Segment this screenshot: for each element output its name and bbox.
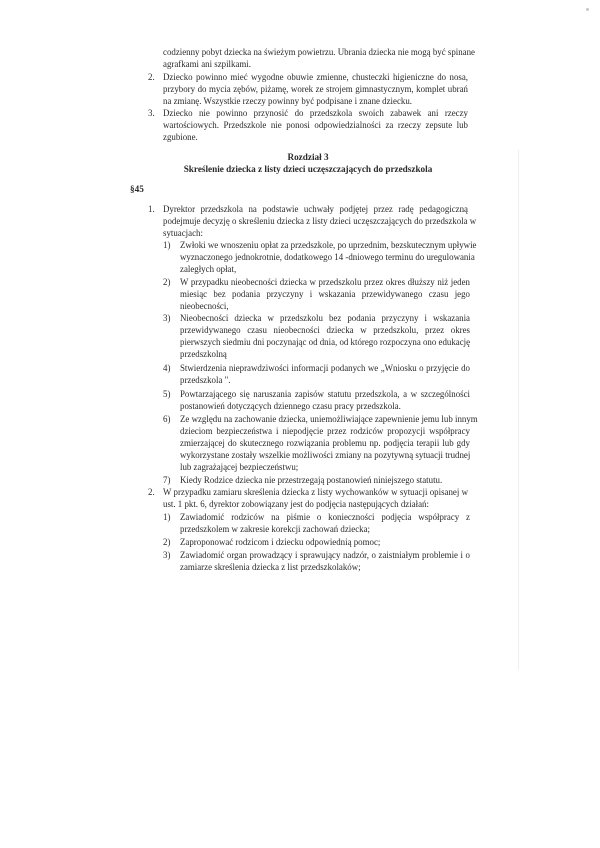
- subitem-line: postanowień dotyczących dziennego czasu pracy przedszkola.: [180, 401, 401, 411]
- subitem-number: 2): [163, 277, 171, 287]
- subitem-line: lub zagrażającej bezpieczeństwu;: [180, 462, 299, 472]
- subitem-line: Powtarzającego się naruszania zapisów statutu przedszkola, a w szczególności: [180, 389, 470, 399]
- subitem-line: przedszkolną: [180, 349, 227, 359]
- point-number: 1.: [148, 204, 155, 214]
- subitem-number: 6): [163, 414, 171, 424]
- subitem-line: W przypadku nieobecności dziecka w przedszkolu przez okres dłuższy niż jeden: [180, 277, 470, 287]
- subitem-line: nieobecności,: [180, 301, 229, 311]
- subitem-line: przedszkola ".: [180, 375, 231, 385]
- subitem-number: 1): [163, 512, 171, 522]
- subitem-line: Stwierdzenia nieprawdziwości informacji podanych we „Wniosku o przyjęcie do: [180, 363, 470, 373]
- subitem-line: Zawiadomić rodziców na piśmie o konieczności podjęcia współpracy z: [180, 512, 470, 522]
- list-item-line: wartościowych. Przedszkole nie ponosi odpowiedzialności za rzeczy zepsute lub: [163, 120, 468, 130]
- list-item-line: Dziecko nie powinno przynosić do przedszkola swoich zabawek ani rzeczy: [163, 108, 468, 118]
- list-item-line: Dziecko powinno mieć wygodne obuwie zmienne, chusteczki higieniczne do nosa,: [163, 72, 468, 82]
- list-item-line: przybory do mycia zębów, piżamę, worek ze strojem gimnastycznym, komplet ubrań: [163, 84, 468, 94]
- subitem-line: dzieciom bezpieczeństwa i niepodjęcie przez rodziców propozycji współpracy: [180, 426, 470, 436]
- point-line: Dyrektor przedszkola na podstawie uchwały podjętej przez radę pedagogiczną: [163, 204, 468, 214]
- subitem-number: 3): [163, 313, 171, 323]
- subitem-line: zaległych opłat,: [180, 264, 237, 274]
- subitem-line: Zaproponować rodzicom i dziecku odpowiednią pomoc;: [180, 537, 381, 547]
- list-item-line: zgubione.: [163, 132, 198, 142]
- point-line: sytuacjach:: [163, 228, 203, 238]
- subitem-line: miesiąc bez podania przyczyny i wskazania przewidywanego czasu jego: [180, 289, 470, 299]
- point-line: ust. 1 pkt. 6, dyrektor zobowiązany jest do podjęcia następujących działań:: [163, 499, 429, 509]
- list-number: 2.: [148, 72, 155, 82]
- subitem-line: zamiarze skreślenia dziecka z list przedszkolaków;: [180, 562, 361, 572]
- intro-line: codzienny pobyt dziecka na świeżym powietrzu. Ubrania dziecka nie mogą być spinane: [163, 47, 475, 57]
- subitem-line: Kiedy Rodzice dziecka nie przestrzegają postanowień niniejszego statutu.: [180, 475, 443, 485]
- page-fold-shadow: [518, 150, 519, 670]
- subitem-line: wyznaczonego jednokrotnie, dodatkowego 14 -dniowego terminu do uregulowania: [180, 252, 475, 262]
- list-number: 3.: [148, 108, 155, 118]
- subitem-number: 1): [163, 240, 171, 250]
- point-number: 2.: [148, 487, 155, 497]
- subitem-number: 5): [163, 389, 171, 399]
- point-line: W przypadku zamiaru skreślenia dziecka z listy wychowanków w sytuacji opisanej w: [163, 487, 468, 497]
- subitem-line: Nieobecności dziecka w przedszkolu bez podania przyczyny i wskazania: [180, 313, 470, 323]
- subitem-number: 2): [163, 537, 171, 547]
- subitem-line: Ze względu na zachowanie dziecka, uniemożliwiające zapewnienie jemu lub innym: [180, 414, 478, 424]
- scan-speck: [586, 8, 589, 11]
- subitem-line: przedszkolem w zakresie korekcji zachowań dziecka;: [180, 524, 370, 534]
- subitem-line: pierwszych siedmiu dni poczynając od dnia, od którego rozpoczyna ono edukację: [180, 337, 471, 347]
- section-mark: §45: [130, 184, 144, 194]
- subitem-number: 3): [163, 550, 171, 560]
- subitem-number: 7): [163, 475, 171, 485]
- subitem-line: Zawiadomić organ prowadzący i sprawujący nadzór, o zaistniałym problemie i o: [180, 550, 470, 560]
- point-line: podejmuje decyzję o skreśleniu dziecka z listy dzieci uczęszczających do przedszkola w: [163, 216, 477, 226]
- subitem-line: wykorzystane zostały wszelkie możliwości zmiany na pozytywną sytuacji trudnej: [180, 450, 471, 460]
- subitem-number: 4): [163, 363, 171, 373]
- subitem-line: przewidywanego czasu nieobecności dziecka w przedszkolu, przez okres: [180, 325, 470, 335]
- chapter-heading: Rozdział 3: [287, 152, 329, 162]
- intro-line: agrafkami ani szpilkami.: [163, 59, 251, 69]
- subitem-line: zmierzającej do skutecznego rozwiązania problemu np. podjęcia terapii lub gdy: [180, 438, 470, 448]
- list-item-line: na zmianę. Wszystkie rzeczy powinny być podpisane i znane dziecku.: [163, 96, 412, 106]
- subitem-line: Zwłoki we wnoszeniu opłat za przedszkole, po uprzednim, bezskutecznym upływie: [180, 240, 477, 250]
- chapter-subheading: Skreślenie dziecka z listy dzieci uczęszczających do przedszkola: [183, 164, 433, 174]
